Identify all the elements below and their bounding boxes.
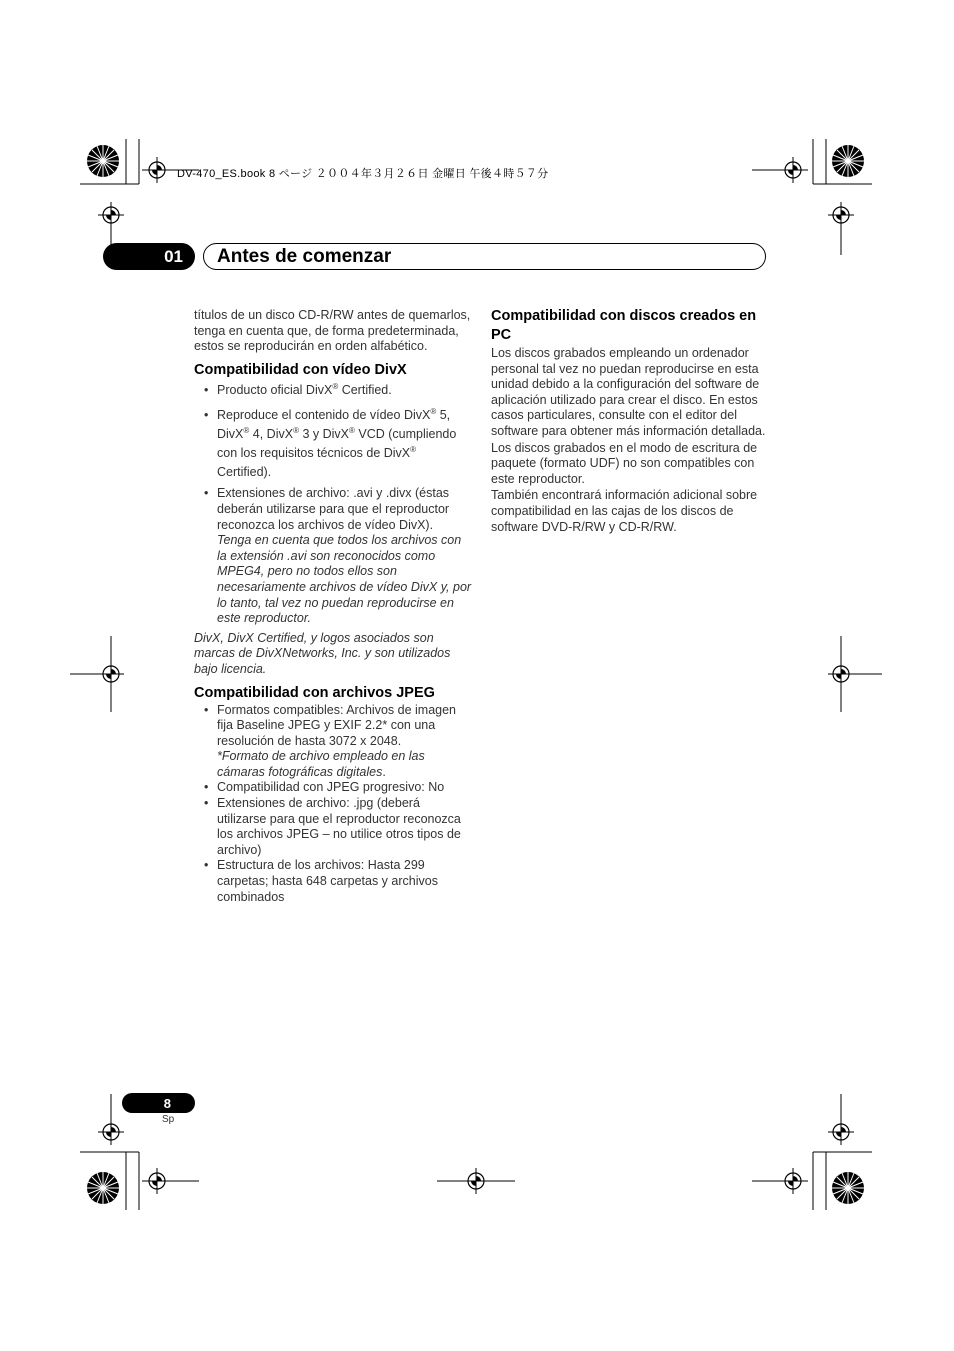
divx-trademark: DivX, DivX Certified, y logos asociados son marcas de DivXNetworks, Inc. y son utilizados bajo licencia. [194, 630, 451, 676]
divx-note: Tenga en cuenta que todos los archivos con la extensión .avi son reconocidos como MPEG4, pero no todos ellos son necesariamente archivos de vídeo DivX y, por lo tanto, tal vez no puedan reproducirse en este reproductor. [217, 533, 472, 626]
starburst-icon [87, 1172, 119, 1204]
list-item: • Producto oficial DivX® Certified. [194, 383, 472, 399]
intro-paragraph: títulos de un disco CD-R/RW antes de quemarlos, tenga en cuenta que, de forma predeterminada, estos se reproducirán en orden alfabético. [194, 308, 471, 354]
paragraph: Los discos grabados empleando un ordenador personal tal vez no puedan reproducirse en esta unidad debido a la configuración del software de aplicación utilizado para crear el disco. En estos casos particulares, consulte con el editor del software para obtener más información detallada. [491, 346, 766, 438]
list-item: • Estructura de los archivos: Hasta 299 carpetas; hasta 648 carpetas y archivos combinados [194, 858, 472, 905]
pc-discs-heading: Compatibilidad con discos creados en PC [491, 308, 757, 343]
chapter-number-text: 01 [164, 246, 183, 266]
paragraph: Los discos grabados en el modo de escritura de paquete (formato UDF) no son compatibles con este reproductor. [491, 440, 758, 486]
divx-heading: Compatibilidad con vídeo DivX [194, 361, 407, 378]
chapter-number [103, 243, 195, 270]
right-column [491, 307, 766, 535]
chapter-title: Antes de comenzar [217, 245, 392, 267]
crosshair-icon [828, 1119, 854, 1145]
file-info-header: DV-470_ES.book 8 ページ ２００４年３月２６日 金曜日 午後４時５７分 [177, 168, 549, 180]
starburst-icon [832, 145, 864, 177]
list-item: • Reproduce el contenido de vídeo DivX® 5, DivX® 4, DivX® 3 y DivX® VCD (cumpliendo con los requisitos técnicos de DivX® Certified). [194, 406, 472, 482]
page-number-text: 8 [163, 1095, 171, 1111]
jpeg-note: *Formato de archivo empleado en las cámaras fotográficas digitales [217, 749, 425, 779]
starburst-icon [832, 1172, 864, 1204]
jpeg-list [194, 703, 472, 906]
crosshair-icon [98, 202, 124, 228]
list-item: • Extensiones de archivo: .jpg (deberá utilizarse para que el reproductor reconozca los archivos JPEG – no utilice otros tipos de archivo) [194, 796, 472, 858]
list-item: • Compatibilidad con JPEG progresivo: No [194, 780, 472, 796]
left-column [194, 308, 472, 905]
crosshair-icon [98, 1119, 124, 1145]
divx-list [194, 383, 472, 627]
chapter-title-box [203, 243, 766, 270]
list-item: • Formatos compatibles: Archivos de imagen fija Baseline JPEG y EXIF 2.2* con una resolución de hasta 3072 x 2048. *Formato de archivo empleado en las cámaras fotográficas digitales. [194, 703, 472, 781]
jpeg-heading: Compatibilidad con archivos JPEG [194, 684, 435, 701]
list-item: • Extensiones de archivo: .avi y .divx (éstas deberán utilizarse para que el reproductor reconozca los archivos de vídeo DivX). Tenga en cuenta que todos los archivos con la extensión .avi son reconocidos como MPEG4, pero no todos ellos son necesariamente archivos de vídeo DivX y, por lo tanto, tal vez no puedan reproducirse en este reproductor. [194, 486, 472, 626]
page-number [122, 1093, 195, 1113]
starburst-icon [87, 145, 119, 177]
paragraph: También encontrará información adicional sobre compatibilidad en las cajas de los discos de software DVD-R/RW y CD-R/RW. [491, 488, 758, 534]
page-language: Sp [162, 1114, 175, 1125]
crosshair-icon [828, 202, 854, 228]
